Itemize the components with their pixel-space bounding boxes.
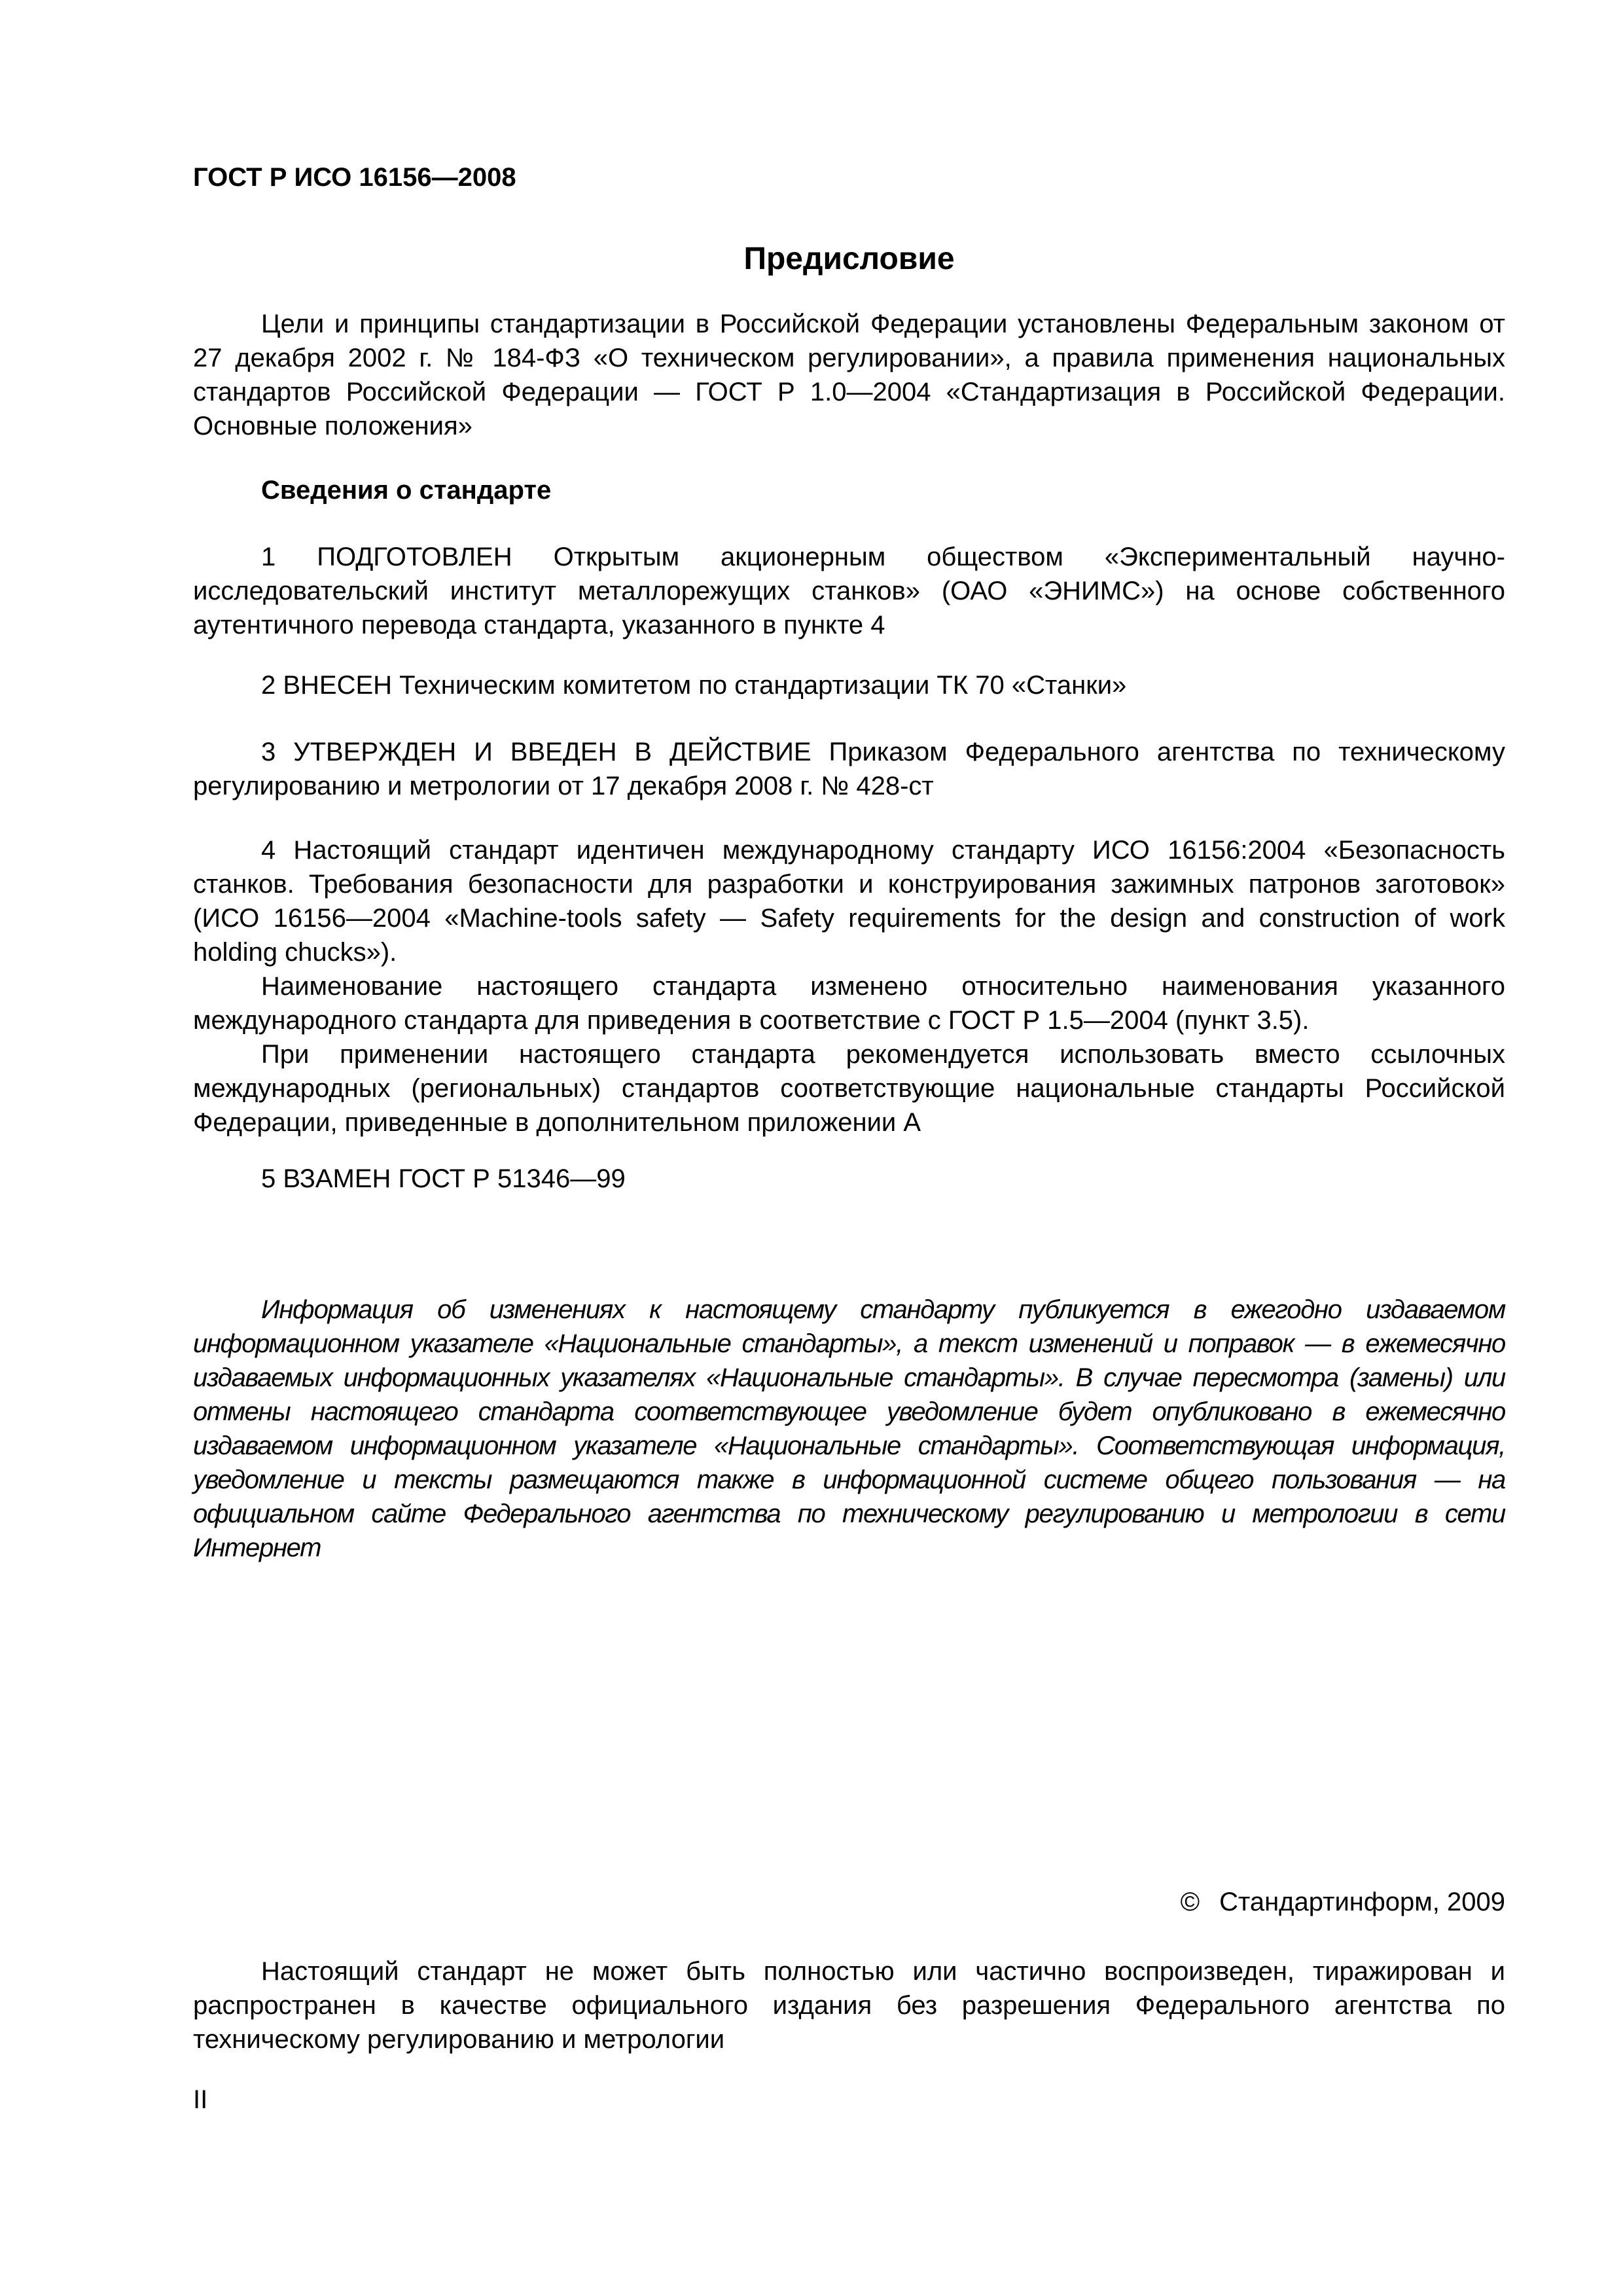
page-title: Предисловие (743, 242, 955, 276)
publication-notice (193, 1293, 1505, 1565)
reprint-notice (193, 1954, 1505, 2056)
info-item-3-text: 3 УТВЕРЖДЕН И ВВЕДЕН В ДЕЙСТВИЕ Приказом Федерального агентства по техническому регулированию и метрологии от 17 декабря 2008 г. № 428-ст (193, 738, 1505, 800)
page-number: II (193, 2085, 208, 2114)
info-item-5-text: 5 ВЗАМЕН ГОСТ Р 51346—99 (261, 1164, 626, 1193)
copyright-icon: © (1180, 1888, 1200, 1916)
info-item-4 (193, 833, 1505, 1139)
standard-info-heading: Сведения о стандарте (261, 476, 552, 505)
info-item-2 (193, 668, 1505, 702)
intro-paragraph: Цели и принципы стандартизации в Российской Федерации установлены Федеральным законом от 27 декабря 2002 г. № 184-ФЗ «О техническом регулировании», а правила применения национальных стандартов Российской Федерации — ГОСТ Р 1.0—2004 «Стандартизация в Российской Федерации. Основные положения» (193, 310, 1505, 440)
info-item-1 (193, 540, 1505, 642)
copyright-text: Стандартинформ, 2009 (1219, 1888, 1505, 1916)
intro-section (193, 307, 1505, 443)
info-item-2-text: 2 ВНЕСЕН Техническим комитетом по стандартизации ТК 70 «Станки» (261, 671, 1127, 700)
info-item-4-note-1: Наименование настоящего стандарта изменено относительно наименования указанного международного стандарта для приведения в соответствие с ГОСТ Р 1.5—2004 (пункт 3.5). (193, 972, 1505, 1035)
publication-notice-text: Информация об изменениях к настоящему стандарту публикуется в ежегодно издаваемом информационном указателе «Национальные стандарты», а текст изменений и поправок — в ежемесячно издаваемых информационных указателях «Национальные стандарты». В случае пересмотра (замены) или отмены настоящего стандарта соответствующее уведомление будет опубликовано в ежемесячно издаваемом информационном указателе «Национальные стандарты». Соответствующая информация, уведомление и тексты размещаются также в информационной системе общего пользования — на официальном сайте Федерального агентства по техническому регулированию и метрологии в сети Интернет (193, 1295, 1505, 1562)
info-item-4-note-2: При применении настоящего стандарта рекомендуется использовать вместо ссылочных международных (региональных) стандартов соответствующие национальные стандарты Российской Федерации, приведенные в дополнительном приложении А (193, 1040, 1505, 1137)
copyright-line (1181, 1885, 1505, 1919)
info-item-4-text: 4 Настоящий стандарт идентичен международному стандарту ИСО 16156:2004 «Безопасность станков. Требования безопасности для разработки и конструирования зажимных патронов заготовок» (ИСО 16156—2004 «Machine-tools safety — Safety requirements for the design and construction of work holding chucks»). (193, 836, 1505, 967)
info-item-1-text: 1 ПОДГОТОВЛЕН Открытым акционерным обществом «Экспериментальный научно-исследовательский институт металлорежущих станков» (ОАО «ЭНИМС») на основе собственного аутентичного перевода стандарта, указанного в пункте 4 (193, 543, 1505, 639)
reprint-notice-text: Настоящий стандарт не может быть полностью или частично воспроизведен, тиражирован и распространен в качестве официального издания без разрешения Федерального агентства по техническому регулированию и метрологии (193, 1957, 1505, 2054)
info-item-5 (193, 1162, 1505, 1196)
info-item-3 (193, 735, 1505, 803)
document-code: ГОСТ Р ИСО 16156—2008 (193, 163, 516, 192)
